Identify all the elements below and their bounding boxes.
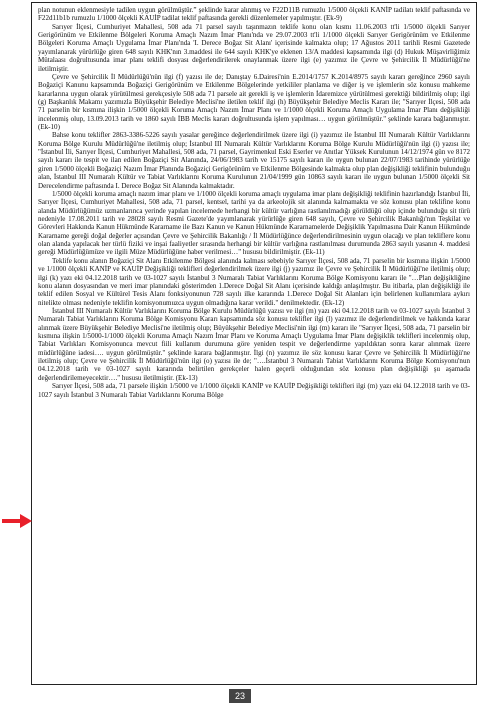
paragraph-7: İstanbul III Numaralı Kültür Varlıklarını Koruma Bölge Kurulu Müdürlüğü yazısı ve ilgi (m) yazı eki 04.12.2018 tarih ve 03-1027 sayılı İstanbul 3 Numaralı Tabiat Varlıklarını Koruma Bölge Komisyonu Kararı kapsamında söz konusu teklifler ilgi (l) yazımız ile değerlendirilmek ve hakkında karar alınmak üzere Büyükşehir Belediye Meclisi'ne iletilmiş olup; Büyükşehir Belediye Meclisi'nin ilgi (m) kararı ile "Sarıyer İlçesi, 508 ada, 71 parselin bir kısmına ilişkin 1/5000-1/1000 ölçekli Koruma Amaçlı Nazım İmar Planı ve Koruma Amaçlı Uygulama İmar Planı değişiklik teklifleri incelenmiş olup, Tabiat Varlıkları Komisyonunca mevcut fiili kullanım durumuna göre yeniden tespit ve değerlendirme yapıldıktan sonra karar alınmak üzere müdürlüğüne iadesi…. uygun görülmüştür." şeklinde karara bağlanmıştır. İlgi (n) yazımız ile söz konusu karar Çevre ve Şehircilik İl Müdürlüğü'ne iletilmiş olup; Çevre ve Şehircilik İl Müdürlüğü'nün ilgi (o) yazısı ile de; "….İstanbul 3 Numaralı Tabiat Varlıklarını Koruma Bölge Komisyonu'nun 04.12.2018 tarih ve 03-1027 sayılı kararında belirtilen gerekçeler halen geçerli olduğundan söz konusu plan değişikliği şu aşamada değerlendirilemeyecektir…." hususu iletilmiştir. (Ek-13) bbox=[38, 306, 470, 382]
paragraph-5: 1/5000 ölçekli koruma amaçlı nazım imar planı ve 1/1000 ölçekli koruma amaçlı uygulama imar planı değişikliği teklifinin hazırlandığı İstanbul İli, Sarıyer İlçesi, Cumhuriyet Mahallesi, 508 ada, 71 parsel, kentsel, tarihi ya da arkeolojik sit alanında kalmamakta ve söz konusu plan teklifine konu alanda Müdürlüğümüz uzmanlarınca yerinde yapılan incelemede herhangi bir kültür varlığına rastlanılmadığı görüldüğü olup içinde bulunduğu sit türü nedeniyle 17.08.2011 tarih ve 28028 sayılı Resmi Gazete'de yayımlanarak yürürlüğe giren 648 sayılı, Çevre ve Şehircilik Bakanlığı'nın Teşkilat ve Görevleri Hakkında Kanun Hükmünde Kararname ile Bazı Kanun ve Kanun Hükmünde Kararnamelerde Değişiklik Yapılmasına Dair Kanun Hükmünde Kararname gereği doğal değerler açısından Çevre ve Şehircilik Bakanlığı / İl Müdürlüğünce değerlendirilmesinin uygun olacağı ve plan tekliflere konu olan alanda yapılacak her türlü fiziki ve inşai faaliyetler sırasında herhangi bir kültür varlığına rastlanılması durumunda 2863 sayılı yasanın 4. maddesi gereği Müdürlüğümüze ve ilgili Müze Müdürlüğüne haber verilmesi…" hususu bildirilmiştir. (Ek-11) bbox=[38, 189, 470, 257]
paragraph-1: plan notunun eklenmesiyle tadilen uygun görülmüştür.” şeklinde karar alınmış ve F22D11B rumuzlu 1/5000 ölçekli KANİP tadilatı teklif paftasında ve F22d11b1b rumuzlu 1/1000 ölçekli KAUİP tadilat teklif paftasında gerekli düzenlemeler yapılmıştır. (Ek-9) bbox=[38, 6, 470, 23]
paragraph-4: Bahse konu teklifler 2863-3386-5226 sayılı yasalar gereğince değerlendirilmek üzere ilgi (i) yazımız ile İstanbul III Numaralı Kültür Varlıklarını Koruma Bölge Kurulu Müdürlüğü'ne iletilmiş olup; İstanbul III Numaralı Kültür Varlıklarını Koruma Bölge Kurulu Müdürlüğü'nün ilgi (i) yazısı ile; "İstanbul İli, Sarıyer İlçesi, Cumhuriyet Mahallesi, 508 ada, 71 parsel, Gayrimenkul Eski Eserler ve Anıtlar Yüksek Kurulunun 14/12/1974 gün ve 8172 sayılı kararı ile tespit ve ilan edilen Boğaziçi Sit Alanında, 24/06/1983 tarih ve 15175 sayılı kararı ile uygun bulunan 22/07/1983 tarihinde yürürlüğe giren 1/5000 ölçekli Boğaziçi Nazım İmar Planında Boğaziçi Gerigörünüm ve Etkilenme Bölgesinde kalmakta olup plan değişikliği teklifinin bulunduğu alan, İstanbul III Numaralı Kültür ve Tabiat Varlıklarını Koruma Kurulunun 21/04/1999 gün 10863 sayılı kararı ile uygun bulunan 1/5000 ölçekli Sit Derecelendirme paftasında I. Derece Boğaz Sit Alanında kalmaktadır. bbox=[38, 131, 470, 190]
document-page bbox=[31, 2, 477, 685]
right-arrow-icon bbox=[2, 514, 32, 533]
paragraph-2: Sarıyer İlçesi, Cumhuriyet Mahallesi, 508 ada 71 parsel sayılı taşınmazın teklife konu olan kısmı 11.06.2003 tt'li 1/5000 ölçekli Sarıyer Gerigörünüm ve Etkilenme Bölgeleri Koruma Amaçlı Nazım İmar Planı'nda ve 29.07.2003 tt'li 1/1000 ölçekli Sarıyer Gerigörünüm ve Etkilenme Bölgeleri Koruma Amaçlı Uygulama İmar Planı'nda 'I. Derece Boğaz Sit Alanı' içerisinde kalmakta olup; 17 Ağustos 2011 tarihli Resmi Gazetede yayımlanarak yürürlüğe giren 648 sayılı KHK'nın 3.maddesi ile 644 sayılı KHK'ye eklenen 13/A maddesi kapsamında ilgi (d) Hukuk Müşavirliğimiz Mütalaası doğrultusunda imar planı teklifi dosyası değerlendirilerek onaylanmak üzere ilgi (e) yazımız ile Çevre ve Şehircilik İl Müdürlüğü'ne iletilmiştir. bbox=[38, 22, 470, 73]
page-number: 23 bbox=[229, 689, 251, 703]
paragraph-6: Teklife konu alanın Boğaziçi Sit Alanı Etkilenme Bölgesi alanında kalması sebebiyle Sarıyer İlçesi, 508 ada, 71 parselin bir kısmına ilişkin 1/5000 ve 1/1000 ölçekli KANİP ve KAUİP Değişikliği teklifleri değerlendirilmek üzere ilgi (j) yazımız ile Çevre ve Şehircilik İl Müdürlüğü'ne iletilmiş olup; ilgi (k) yazı eki 04.12.2018 tarih ve 03-1027 sayılı İstanbul 3 Numaralı Tabiat Varlıklarını Koruma Bölge Komisyonu kararı ile "…Plan değişikliğine konu alanın dosyasından ve meri imar planındaki gösterimden 1.Derece Doğal Sit Alanı içerisinde kaldığı anlaşılmıştır. Bu itibarla, plan değişikliği ile teklif edilen Sosyal ve Kültürel Tesis Alanı fonksiyonunun 728 sayılı ilke kararında 1.Derece Doğal Sit Alanları için belirlenen kullanımlara aykırı nitelikte olması nedeniyle teklifin komisyonumuzca uygun olmadığına karar verildi." denilmektedir. (Ek-12) bbox=[38, 256, 470, 307]
paragraph-8: Sarıyer İlçesi, 508 ada, 71 parsele ilişkin 1/5000 ve 1/1000 ölçekli KANİP ve KAUİP Değişikliği teklifleri ilgi (m) yazı eki 04.12.2018 tarih ve 03-1027 sayılı İstanbul 3 Numaralı Tabiat Varlıklarını Koruma Bölge bbox=[38, 382, 470, 399]
paragraph-3: Çevre ve Şehircilik İl Müdürlüğü'nün ilgi (f) yazısı ile de; Danıştay 6.Dairesi'nin E.2014/1757 K.2014/8975 sayılı kararı gereğince 2960 sayılı Boğaziçi Kanunu kapsamında Boğaziçi Gerigörünüm ve Etkilenme Bölgelerinde yetkililer planlama ve diğer iş ve işlemlerin söz konusu mahkeme kararlarına uygun olarak yürütülmesi gerekçesiyle 508 ada 71 parsele ait gerekli iş ve işlemlerin İdaremizce yürütülmesi gerektiği bildirilmiş olup; ilgi (g) Başkanlık Makamı yazımızla Büyükşehir Belediye Meclisi'ne iletilen teklif ilgi (h) Büyükşehir Belediye Meclis Kararı ile; "Sarıyer İlçesi, 508 ada 71 parselin bir kısmına ilişkin 1/5000 ölçekli Koruma Amaçlı Nazım İmar Planı ve 1/1000 ölçekli Koruma Amaçlı Uygulama İmar Planı değişikliği incelenmiş olup, 13.09.2013 tarih ve 1860 sayılı İBB Meclis kararı doğrultusunda işlem yapılması… uygun görülmüştür." şeklinde karara bağlanmıştır. (Ek-10) bbox=[38, 72, 470, 132]
